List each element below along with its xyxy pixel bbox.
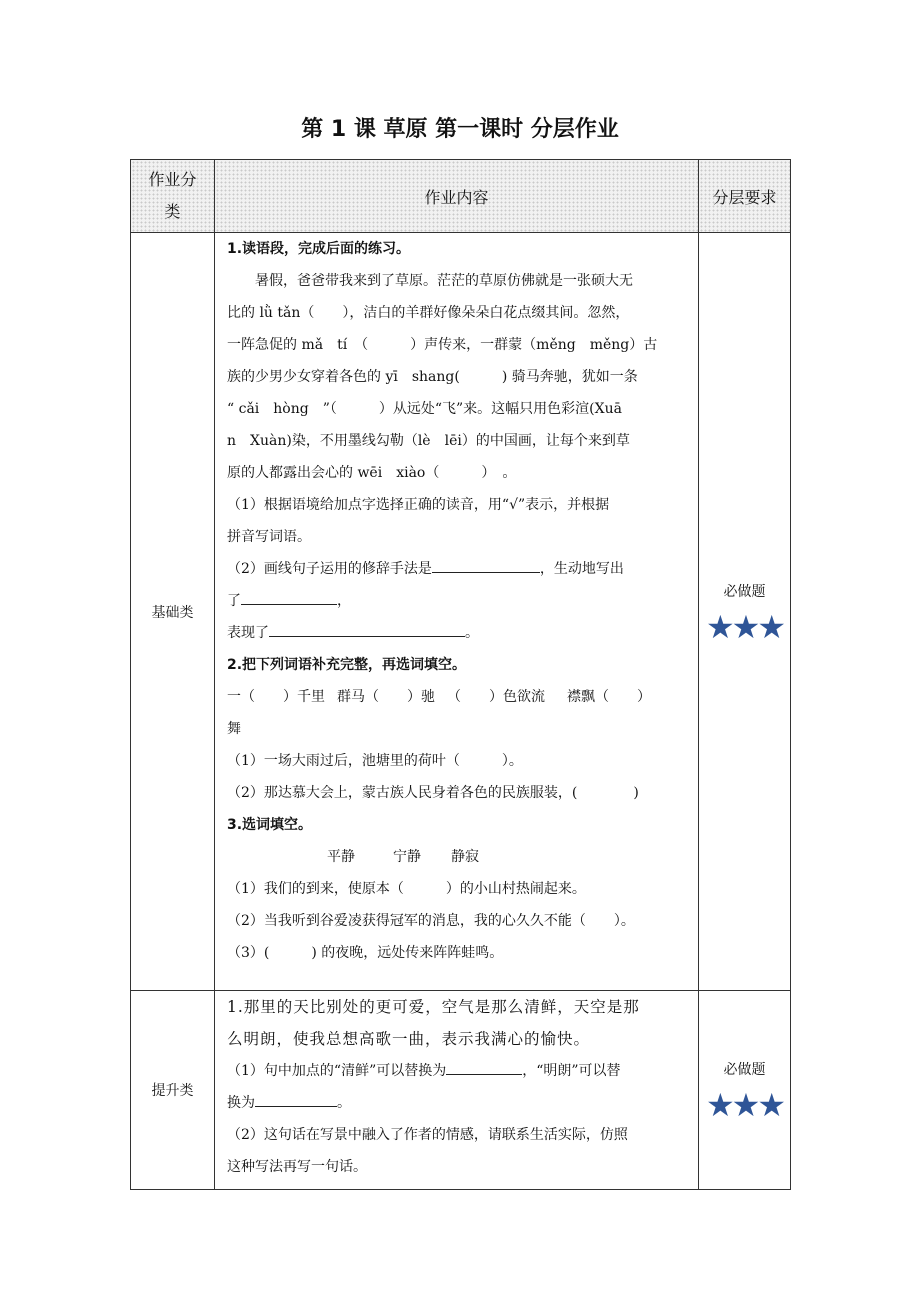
q1-sub2-text: 了 — [227, 593, 241, 609]
advanced-sub1-line — [227, 1087, 690, 1119]
q2-title: 2.把下列词语补充完整，再选词填空。 — [227, 657, 467, 673]
q3-word: 静寂 — [451, 849, 479, 865]
q3-title: 3.选词填空。 — [227, 817, 313, 833]
q2-word: 一（ ）千里 — [227, 689, 325, 705]
q1-title: 1.读语段，完成后面的练习。 — [227, 241, 411, 257]
q3-sub3: （3）( ) 的夜晚，远处传来阵阵蛙鸣。 — [227, 945, 504, 961]
homework-table — [130, 159, 791, 1190]
header-content: 作业内容 — [215, 160, 699, 233]
passage-line: 族的少男少女穿着各色的 yī shang( ) 骑马奔驰，犹如一条 — [227, 369, 638, 385]
advanced-sub1-text: ，“明朗”可以替 — [522, 1063, 621, 1079]
basic-content — [215, 233, 699, 991]
requirement-label: 必做题 — [723, 583, 766, 600]
basic-category: 基础类 — [131, 233, 215, 991]
q2-sub2: （2）那达慕大会上，蒙古族人民身着各色的民族服装，( ) — [227, 785, 639, 801]
q3-word: 平静 — [327, 849, 355, 865]
q1-sub2-text: ，生动地写出 — [539, 561, 624, 577]
advanced-sub1-text: 。 — [337, 1095, 351, 1111]
q1-sub1-line: 拼音写词语。 — [227, 529, 311, 545]
star-rating-icon: ★★★ — [705, 1086, 784, 1124]
q2-words — [227, 681, 690, 713]
passage-line: 原的人都露出会心的 wēi xiào（ ） 。 — [227, 465, 517, 481]
star-rating-icon: ★★★ — [705, 607, 784, 646]
advanced-sub2-line: （2）这句话在写景中融入了作者的情感，请联系生活实际，仿照 — [227, 1127, 628, 1143]
q3-word: 宁静 — [393, 849, 421, 865]
passage-line: 比的 lǜ tǎn（ ），洁白的羊群好像朵朵白花点缀其间。忽然， — [227, 305, 630, 321]
passage-line: n Xuàn)染，不用墨线勾勒（lè lēi）的中国画，让每个来到草 — [227, 433, 630, 449]
advanced-sub1-text: （1）句中加点的“清鲜”可以替换为 — [227, 1063, 447, 1079]
qingxian-blank[interactable] — [446, 1056, 522, 1075]
q1-sub2-text: ， — [337, 593, 351, 609]
basic-requirement — [699, 233, 791, 991]
q3-words — [227, 841, 690, 873]
described-blank[interactable] — [241, 586, 337, 605]
advanced-row — [131, 991, 791, 1190]
q2-word-wrap: 舞 — [227, 721, 241, 737]
header-requirement: 分层要求 — [699, 160, 791, 233]
minglang-blank[interactable] — [255, 1088, 337, 1107]
q3-sub2: （2）当我听到谷爱凌获得冠军的消息，我的心久久不能（ ）。 — [227, 913, 635, 929]
advanced-sub1-text: 换为 — [227, 1095, 255, 1111]
q1-sub2-text: 表现了 — [227, 625, 269, 641]
q1-sub2-line — [227, 585, 690, 617]
q1-sub2-line — [227, 553, 690, 585]
header-category: 作业分类 — [131, 160, 215, 233]
table-header-row — [131, 160, 791, 233]
requirement-label: 必做题 — [723, 1062, 766, 1078]
expressed-blank[interactable] — [269, 618, 465, 637]
q3-sub1: （1）我们的到来，使原本（ ）的小山村热闹起来。 — [227, 881, 586, 897]
advanced-content — [215, 991, 699, 1190]
basic-row — [131, 233, 791, 991]
q1-sub2-line — [227, 617, 690, 649]
q1-sub2-text: 。 — [465, 625, 479, 641]
advanced-q1-line: 么明朗，使我总想高歌一曲，表示我满心的愉快。 — [227, 1030, 591, 1048]
advanced-category: 提升类 — [131, 991, 215, 1190]
passage-line: 一阵急促的 mǎ tí （ ）声传来，一群蒙（měng měng）古 — [227, 337, 658, 353]
q1-sub1-line: （1）根据语境给加点字选择正确的读音，用“√”表示，并根据 — [227, 497, 610, 513]
advanced-q1-line: 1.那里的天比别处的更可爱，空气是那么清鲜，天空是那 — [227, 998, 640, 1016]
q2-word: （ ）色欲流 — [447, 689, 545, 705]
passage-line: 暑假，爸爸带我来到了草原。茫茫的草原仿佛就是一张硕大无 — [255, 273, 633, 289]
page-title: 第 1 课 草原 第一课时 分层作业 — [301, 117, 619, 142]
advanced-sub1-line — [227, 1055, 690, 1087]
passage-line: “ cǎi hòng ”（ ）从远处“飞”来。这幅只用色彩渲(Xuā — [227, 401, 622, 417]
advanced-requirement — [699, 991, 791, 1190]
q2-word: 襟飘（ ） — [567, 689, 651, 705]
q2-sub1: （1）一场大雨过后，池塘里的荷叶（ ）。 — [227, 753, 523, 769]
q1-sub2-text: （2）画线句子运用的修辞手法是 — [227, 561, 432, 577]
advanced-sub2-line: 这种写法再写一句话。 — [227, 1159, 367, 1175]
rhetoric-blank[interactable] — [432, 554, 540, 573]
q2-word: 群马（ ）驰 — [337, 689, 435, 705]
